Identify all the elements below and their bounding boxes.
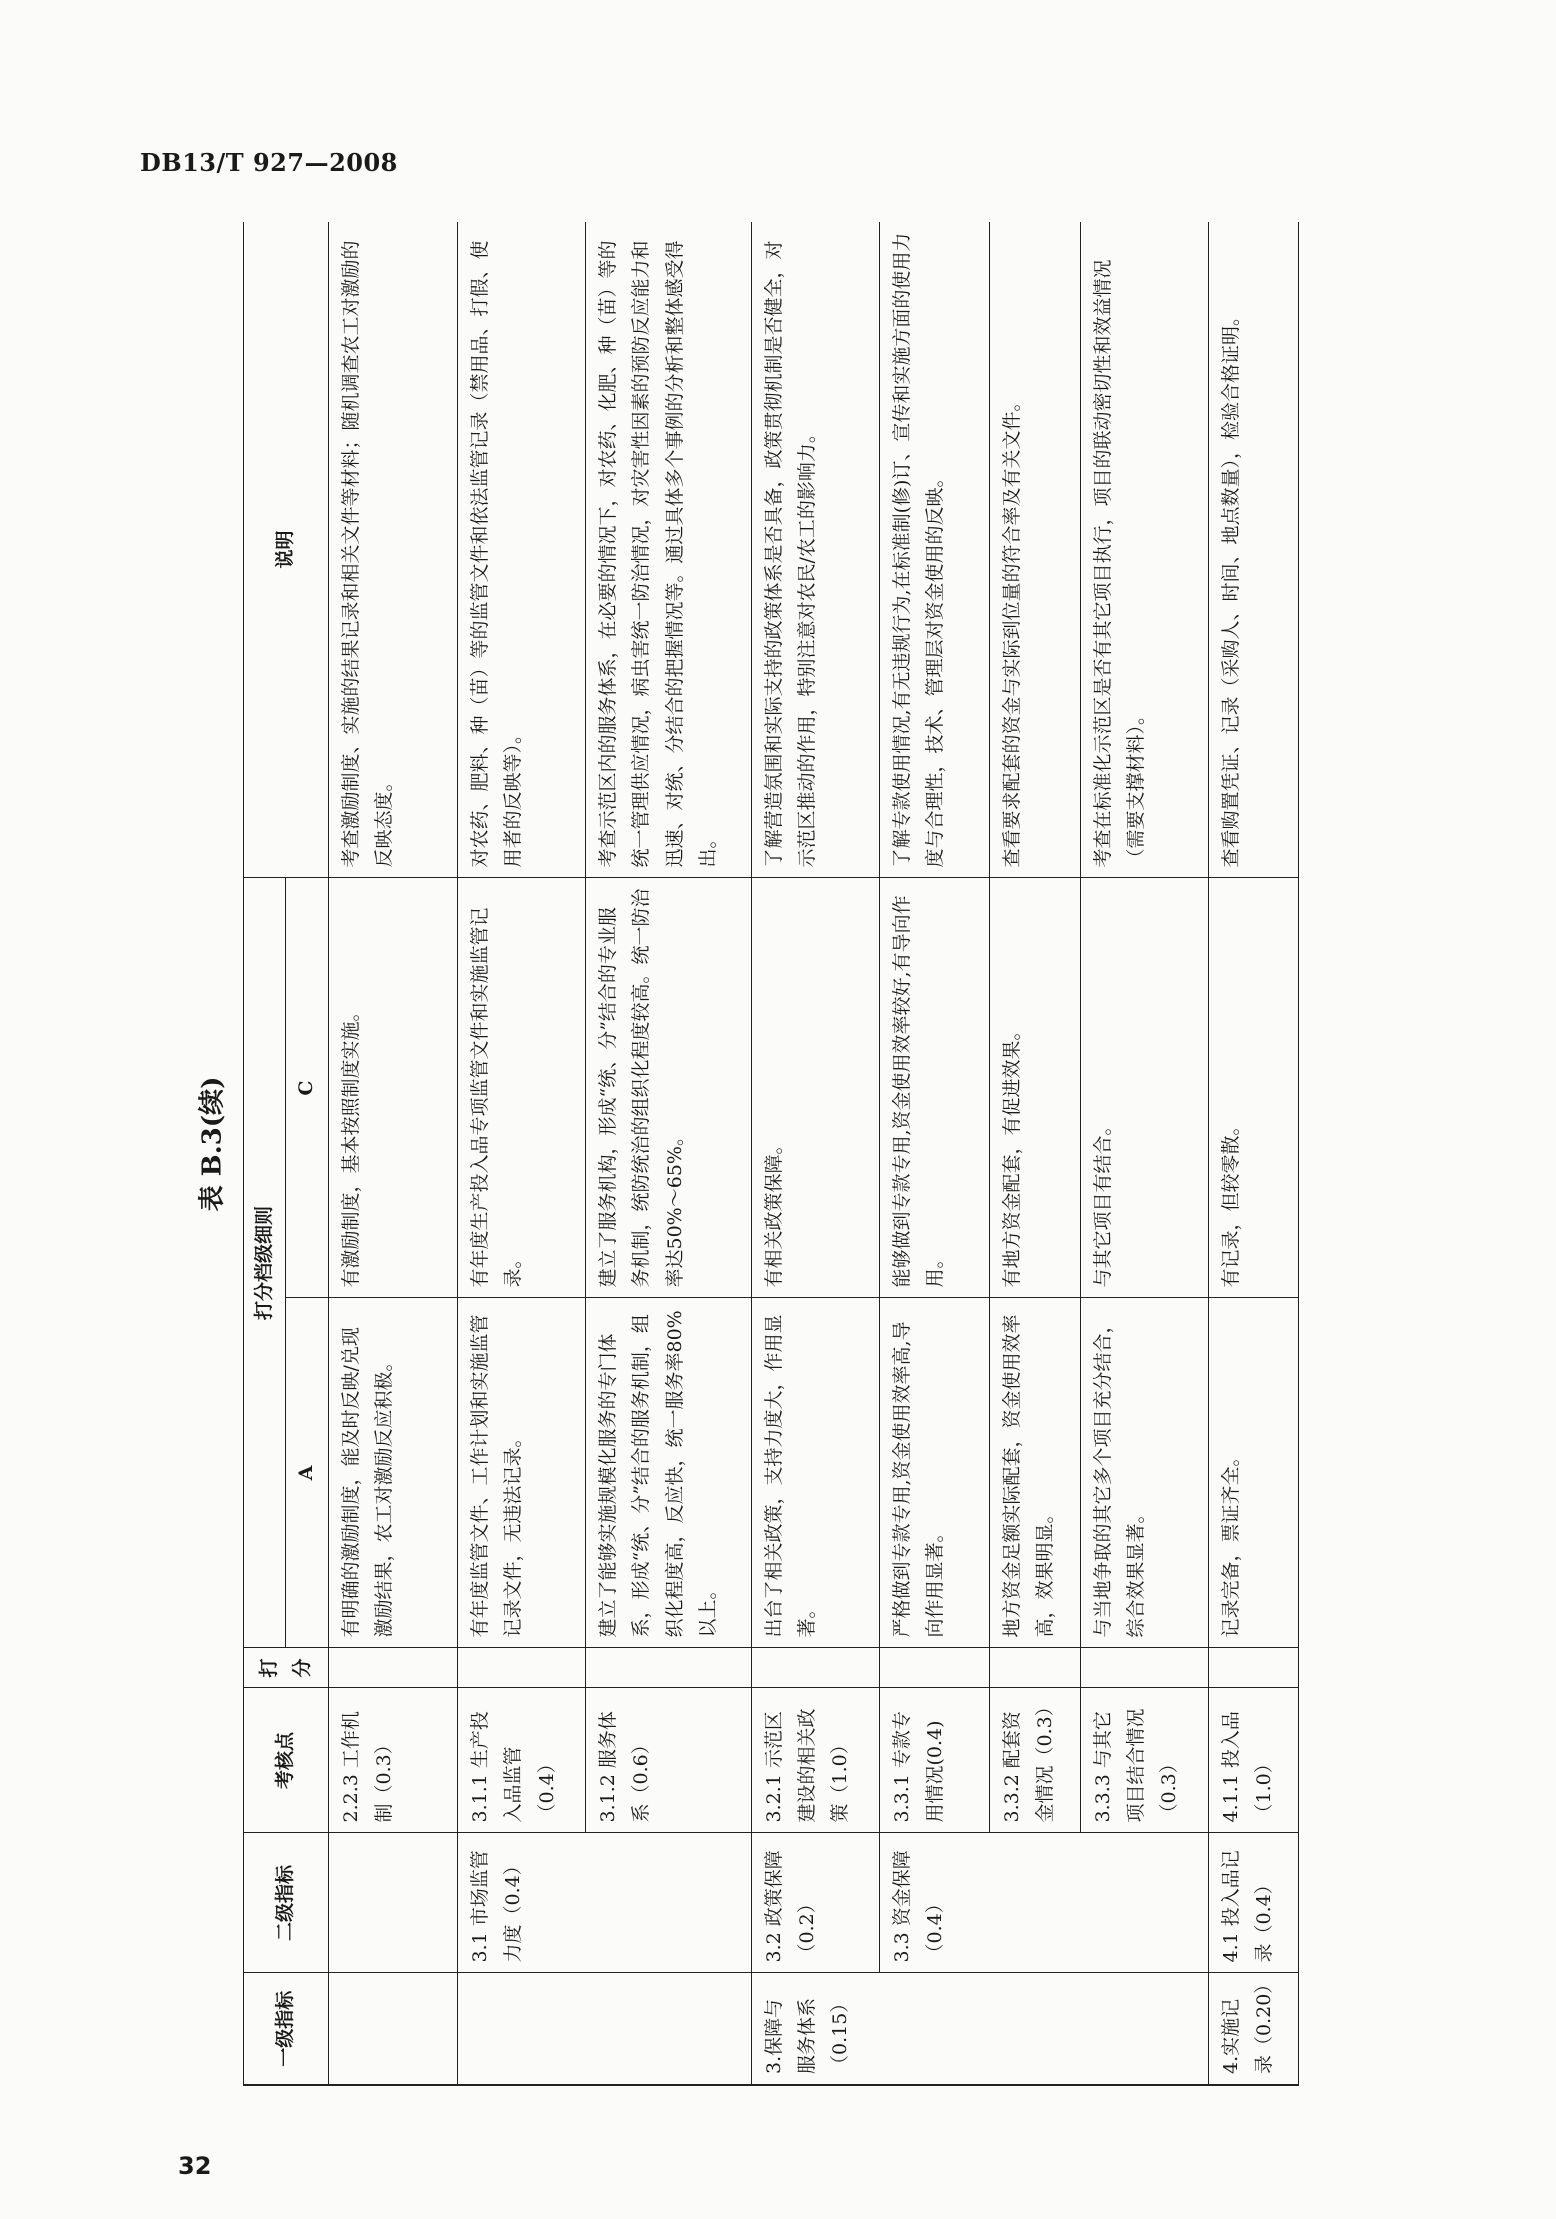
rotated-table-viewport [243,222,1299,2086]
table-row [458,222,586,2085]
header-rules-group: 打分档级细则 [244,878,286,1648]
grade-a-cell: 严格做到专款专用,资金使用效率高,导向作用显著。 [880,1298,990,1648]
checkpoint-cell: 4.1.1 投入品（1.0） [1208,1688,1298,1833]
standard-code: DB13/T 927—2008 [140,148,398,177]
checkpoint-cell: 3.3.1 专款专用情况(0.4) [880,1688,990,1833]
score-cell [328,1648,458,1688]
level2-cell [328,1833,458,1973]
score-cell [990,1648,1080,1688]
level2-cell: 3.3 资金保障（0.4） [880,1833,1209,1973]
grade-c-cell: 有记录，但较零散。 [1208,878,1298,1298]
table-row [880,222,990,2085]
grade-a-cell: 建立了能够实施规模化服务的专门体系，形成“统、分”结合的服务机制，组织化程度高，反应快，统一服务率80%以上。 [586,1298,752,1648]
description-cell: 考查在标准化示范区是否有其它项目执行，项目的联动密切性和效益情况（需要支撑材料）。 [1080,222,1208,878]
score-cell [1208,1648,1298,1688]
score-cell [458,1648,586,1688]
level1-cell: 3.保障与服务体系（0.15） [751,1973,1208,2085]
grade-c-cell: 有年度生产投入品专项监管文件和实施监管记录。 [458,878,586,1298]
level1-cell [328,1973,458,2085]
scoring-table [243,222,1299,2086]
description-cell: 查看要求配套的资金与实际到位量的符合率及有关文件。 [990,222,1080,878]
grade-c-cell: 建立了服务机构，形成“统、分”结合的专业服务机制，统防统治的组织化程度较高。统一防治率达50%～65%。 [586,878,752,1298]
table-row [328,222,458,2085]
grade-c-cell: 有激励制度，基本按照制度实施。 [328,878,458,1298]
grade-c-cell: 与其它项目有结合。 [1080,878,1208,1298]
checkpoint-cell: 3.3.3 与其它项目结合情况（0.3） [1080,1688,1208,1833]
level1-cell: 4.实施记录（0.20） [1208,1973,1298,2085]
header-grade-a: A [286,1298,328,1648]
grade-c-cell: 能够做到专款专用,资金使用效率较好,有导向作用。 [880,878,990,1298]
table-row [586,222,752,2085]
header-description: 说明 [244,222,329,878]
checkpoint-cell: 3.1.2 服务体系（0.6） [586,1688,752,1833]
grade-c-cell: 有相关政策保障。 [751,878,879,1298]
description-cell: 了解营造氛围和实际支持的政策体系是否具备，政策贯彻机制是否健全，对示范区推动的作用，特别注意对农民/农工的影响力。 [751,222,879,878]
table-row [990,222,1080,2085]
page-number: 32 [178,2152,212,2180]
description-cell: 对农药、肥料、种（苗）等的监管文件和依法监管记录（禁用品、打假、使用者的反映等）。 [458,222,586,878]
grade-a-cell: 有年度监管文件、工作计划和实施监管记录文件，无违法记录。 [458,1298,586,1648]
grade-a-cell: 记录完备，票证齐全。 [1208,1298,1298,1648]
score-cell [751,1648,879,1688]
level2-cell: 4.1 投入品记录（0.4） [1208,1833,1298,1973]
table-row [1208,222,1298,2085]
header-checkpoint: 考核点 [244,1688,329,1833]
score-cell [880,1648,990,1688]
checkpoint-cell: 3.1.1 生产投入品监管（0.4） [458,1688,586,1833]
header-row-1 [244,222,286,2085]
score-cell [586,1648,752,1688]
level1-cell [458,1973,752,2085]
grade-a-cell: 与当地争取的其它多个项目充分结合，综合效果显著。 [1080,1298,1208,1648]
checkpoint-cell: 2.2.3 工作机制（0.3） [328,1688,458,1833]
score-cell [1080,1648,1208,1688]
header-level2: 二级指标 [244,1833,329,1973]
grade-c-cell: 有地方资金配套，有促进效果。 [990,878,1080,1298]
table-row [1080,222,1208,2085]
table-row [751,222,879,2085]
description-cell: 考查激励制度、实施的结果记录和相关文件等材料；随机调查农工对激励的反映态度。 [328,222,458,878]
rotated-table-canvas [243,222,1299,2086]
header-score: 打分 [244,1648,329,1688]
description-cell: 了解专款使用情况,有无违规行为,在标准制(修)订、宣传和实施方面的使用力度与合理性，技术、管理层对资金使用的反映。 [880,222,990,878]
checkpoint-cell: 3.3.2 配套资金情况（0.3） [990,1688,1080,1833]
description-cell: 查看购置凭证、记录（采购人、时间、地点数量），检验合格证明。 [1208,222,1298,878]
header-grade-c: C [286,878,328,1298]
level2-cell: 3.2 政策保障（0.2） [751,1833,879,1973]
table-title: 表 B.3(续) [197,1076,228,1212]
grade-a-cell: 有明确的激励制度，能及时反映/兑现激励结果，农工对激励反应积极。 [328,1298,458,1648]
description-cell: 考查示范区内的服务体系，在必要的情况下，对农药、化肥、种（苗）等的统一管理供应情况，病虫害统一防治情况，对灾害性因素的预防反应能力和迅速、对统、分结合的把握情况等。通过具体多个事例的分析和整体感受得出。 [586,222,752,878]
checkpoint-cell: 3.2.1 示范区建设的相关政策（1.0） [751,1688,879,1833]
grade-a-cell: 地方资金足额实际配套，资金使用效率高，效果明显。 [990,1298,1080,1648]
level2-cell: 3.1 市场监管力度（0.4） [458,1833,752,1973]
grade-a-cell: 出台了相关政策，支持力度大，作用显著。 [751,1298,879,1648]
header-level1: 一级指标 [244,1973,329,2085]
